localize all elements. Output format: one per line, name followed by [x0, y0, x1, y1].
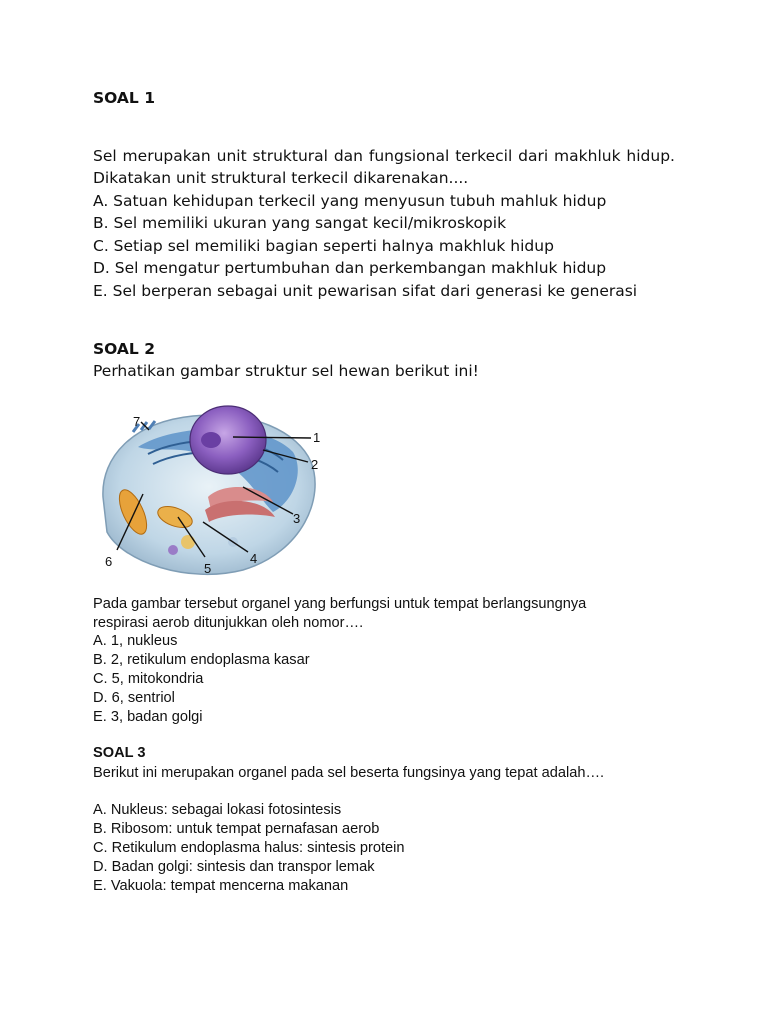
- soal3-option-b: B. Ribosom: untuk tempat pernafasan aerob: [93, 821, 380, 837]
- soal2-options: [93, 632, 310, 727]
- soal1-option-e: E. Sel berperan sebagai unit pewarisan sifat dari generasi ke generasi: [93, 281, 638, 300]
- soal1-heading: SOAL 1: [93, 89, 155, 107]
- soal3-option-c: C. Retikulum endoplasma halus: sintesis protein: [93, 840, 405, 856]
- figure-label-2: 2: [311, 457, 319, 472]
- figure-label-1: 1: [313, 430, 321, 445]
- soal3-option-a: A. Nukleus: sebagai lokasi fotosintesis: [93, 802, 342, 818]
- soal1-option-b: B. Sel memiliki ukuran yang sangat kecil/mikroskopik: [93, 214, 507, 233]
- soal3-option-e: E. Vakuola: tempat mencerna makanan: [93, 878, 349, 894]
- soal1-option-a: A. Satuan kehidupan terkecil yang menyusun tubuh mahluk hidup: [93, 192, 607, 210]
- soal2-option-a: A. 1, nukleus: [93, 633, 178, 649]
- figure-label-6: 6: [105, 554, 113, 569]
- soal2-option-d: D. 6, sentriol: [93, 690, 175, 706]
- soal2-option-c: C. 5, mitokondria: [93, 671, 204, 687]
- soal1-option-d: D. Sel mengatur pertumbuhan dan perkembangan makhluk hidup: [93, 259, 607, 278]
- soal2-question: Pada gambar tersebut organel yang berfungsi untuk tempat berlangsungnya respirasi aerob ditunjukkan oleh nomor….: [93, 596, 587, 631]
- soal2-option-e: E. 3, badan golgi: [93, 709, 203, 725]
- figure-label-4: 4: [250, 551, 258, 566]
- soal3-heading: SOAL 3: [93, 745, 146, 761]
- animal-cell-figure: [93, 402, 333, 582]
- soal2-heading: SOAL 2: [93, 340, 155, 358]
- soal1-options: [93, 190, 637, 302]
- figure-label-3: 3: [293, 511, 301, 526]
- soal2-option-b: B. 2, retikulum endoplasma kasar: [93, 652, 310, 668]
- soal3-options: [93, 801, 405, 896]
- soal1-option-c: C. Setiap sel memiliki bagian seperti halnya makhluk hidup: [93, 236, 554, 255]
- figure-label-5: 5: [204, 561, 212, 576]
- figure-label-7: 7: [133, 414, 141, 429]
- soal3-question: Berikut ini merupakan organel pada sel beserta fungsinya yang tepat adalah….: [93, 765, 605, 781]
- soal3-option-d: D. Badan golgi: sintesis dan transpor lemak: [93, 859, 375, 875]
- soal1-question: Sel merupakan unit struktural dan fungsional terkecil dari makhluk hidup. Dikatakan unit struktural terkecil dikarenakan....: [93, 147, 675, 188]
- soal2-instruction: Perhatikan gambar struktur sel hewan berikut ini!: [93, 362, 479, 380]
